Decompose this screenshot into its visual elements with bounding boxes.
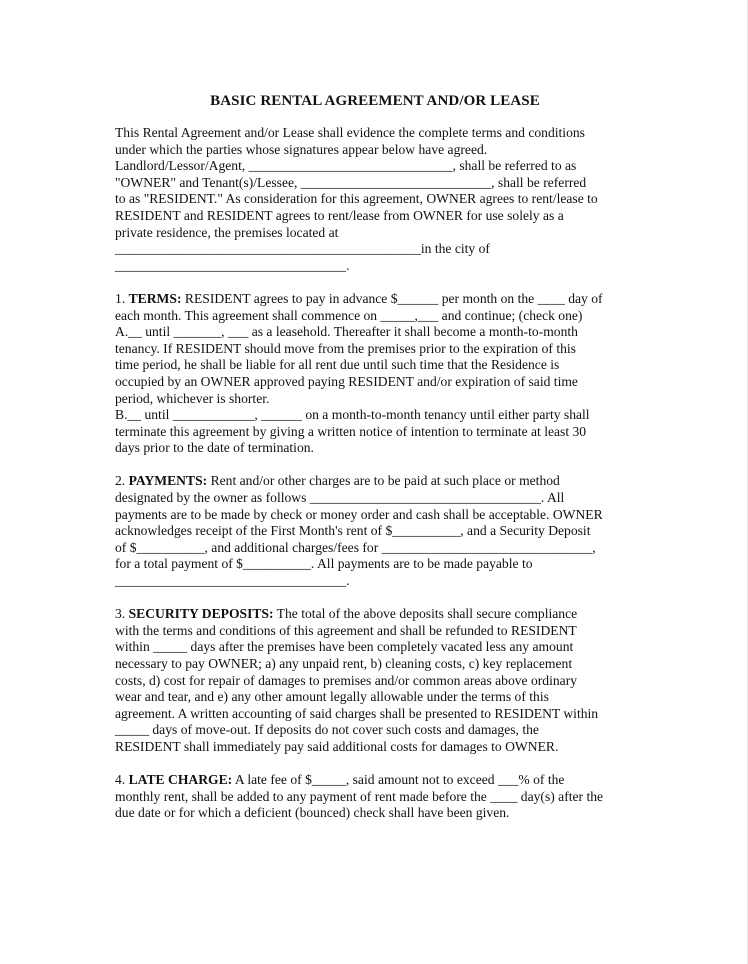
intro-line: to as "RESIDENT." As consideration for this agreement, OWNER agrees to rent/lease to <box>115 191 598 207</box>
section-text: A late fee of $_____, said amount not to exceed ___% of the <box>232 772 565 788</box>
section-number: 4. <box>115 772 126 788</box>
section-line: tenancy. If RESIDENT should move from the premises prior to the expiration of this <box>115 340 576 356</box>
section-number: 1. <box>115 290 126 306</box>
section-heading: TERMS: <box>128 290 182 306</box>
section-line: of $__________, and additional charges/fees for _______________________________, <box>115 539 596 555</box>
paragraph-gap <box>115 457 645 474</box>
section-line: acknowledges receipt of the First Month's rent of $__________, and a Security Deposit <box>115 523 591 539</box>
document-title: BASIC RENTAL AGREEMENT AND/OR LEASE <box>210 93 540 109</box>
intro-paragraph <box>115 125 645 274</box>
intro-line: This Rental Agreement and/or Lease shall evidence the complete terms and conditions <box>115 125 585 140</box>
section-line: __________________________________. <box>115 573 350 589</box>
section-line: B.__ until ____________, ______ on a month-to-month tenancy until either party shall <box>115 407 590 423</box>
section-heading: SECURITY DEPOSITS: <box>128 606 274 622</box>
section-line: designated by the owner as follows __________________________________. All <box>115 490 565 506</box>
section-line: each month. This agreement shall commence on _____,___ and continue; (check one) <box>115 307 583 323</box>
intro-line: RESIDENT and RESIDENT agrees to rent/lease from OWNER for use solely as a <box>115 207 564 223</box>
section-number: 2. <box>115 473 126 489</box>
section-line: due date or for which a deficient (bounced) check shall have been given. <box>115 805 510 821</box>
section-line: for a total payment of $__________. All payments are to be made payable to <box>115 556 533 572</box>
section-first-line <box>115 473 645 490</box>
section-text: RESIDENT agrees to pay in advance $______ per month on the ____ day of <box>181 290 603 306</box>
section-line: _____ days of move-out. If deposits do not cover such costs and damages, the <box>115 722 539 738</box>
section-number: 3. <box>115 606 126 622</box>
section-late-charge <box>115 772 645 822</box>
intro-line: under which the parties whose signatures appear below have agreed. <box>115 141 488 157</box>
section-line: A.__ until _______, ___ as a leasehold. Thereafter it shall become a month-to-month <box>115 324 578 340</box>
section-line: terminate this agreement by giving a written notice of intention to terminate at least 30 <box>115 423 587 439</box>
section-line: monthly rent, shall be added to any payment of rent made before the ____ day(s) after the <box>115 788 604 804</box>
section-line: within _____ days after the premises have been completely vacated less any amount <box>115 639 574 655</box>
section-line: occupied by an OWNER approved paying RESIDENT and/or expiration of said time <box>115 373 578 389</box>
paragraph-gap <box>115 756 645 773</box>
paragraph-gap <box>115 590 645 607</box>
section-payments <box>115 473 645 589</box>
intro-line: _____________________________________________in the city of <box>115 241 490 257</box>
intro-line: Landlord/Lessor/Agent, ______________________________, shall be referred to as <box>115 158 577 174</box>
section-first-line <box>115 291 645 308</box>
section-line: wear and tear, and e) any other amount legally allowable under the terms of this <box>115 689 549 705</box>
intro-line: __________________________________. <box>115 257 350 273</box>
section-line: days prior to the date of termination. <box>115 440 314 456</box>
section-heading: LATE CHARGE: <box>128 772 233 788</box>
section-first-line <box>115 772 645 789</box>
section-line: with the terms and conditions of this agreement and shall be refunded to RESIDENT <box>115 622 577 638</box>
section-line: time period, he shall be liable for all rent due until such time that the Residence is <box>115 357 560 373</box>
section-text: Rent and/or other charges are to be paid at such place or method <box>207 473 560 489</box>
section-terms <box>115 291 645 457</box>
document-body <box>115 92 645 822</box>
section-line: RESIDENT shall immediately pay said additional costs for damages to OWNER. <box>115 738 559 754</box>
section-text: The total of the above deposits shall secure compliance <box>273 606 578 622</box>
section-line: necessary to pay OWNER; a) any unpaid rent, b) cleaning costs, c) key replacement <box>115 656 573 671</box>
intro-line: "OWNER" and Tenant(s)/Lessee, ____________________________, shall be referred <box>115 174 587 190</box>
section-line: costs, d) cost for repair of damages to premises and/or common areas above ordinary <box>115 672 578 688</box>
section-line: payments are to be made by check or money order and cash shall be acceptable. OWNER <box>115 506 603 522</box>
section-line: period, whichever is shorter. <box>115 390 270 406</box>
section-first-line <box>115 606 645 623</box>
intro-line: private residence, the premises located at <box>115 224 339 240</box>
section-security-deposits <box>115 606 645 755</box>
section-line: agreement. A written accounting of said charges shall be presented to RESIDENT within <box>115 705 599 721</box>
paragraph-gap <box>115 274 645 291</box>
section-heading: PAYMENTS: <box>128 473 208 489</box>
